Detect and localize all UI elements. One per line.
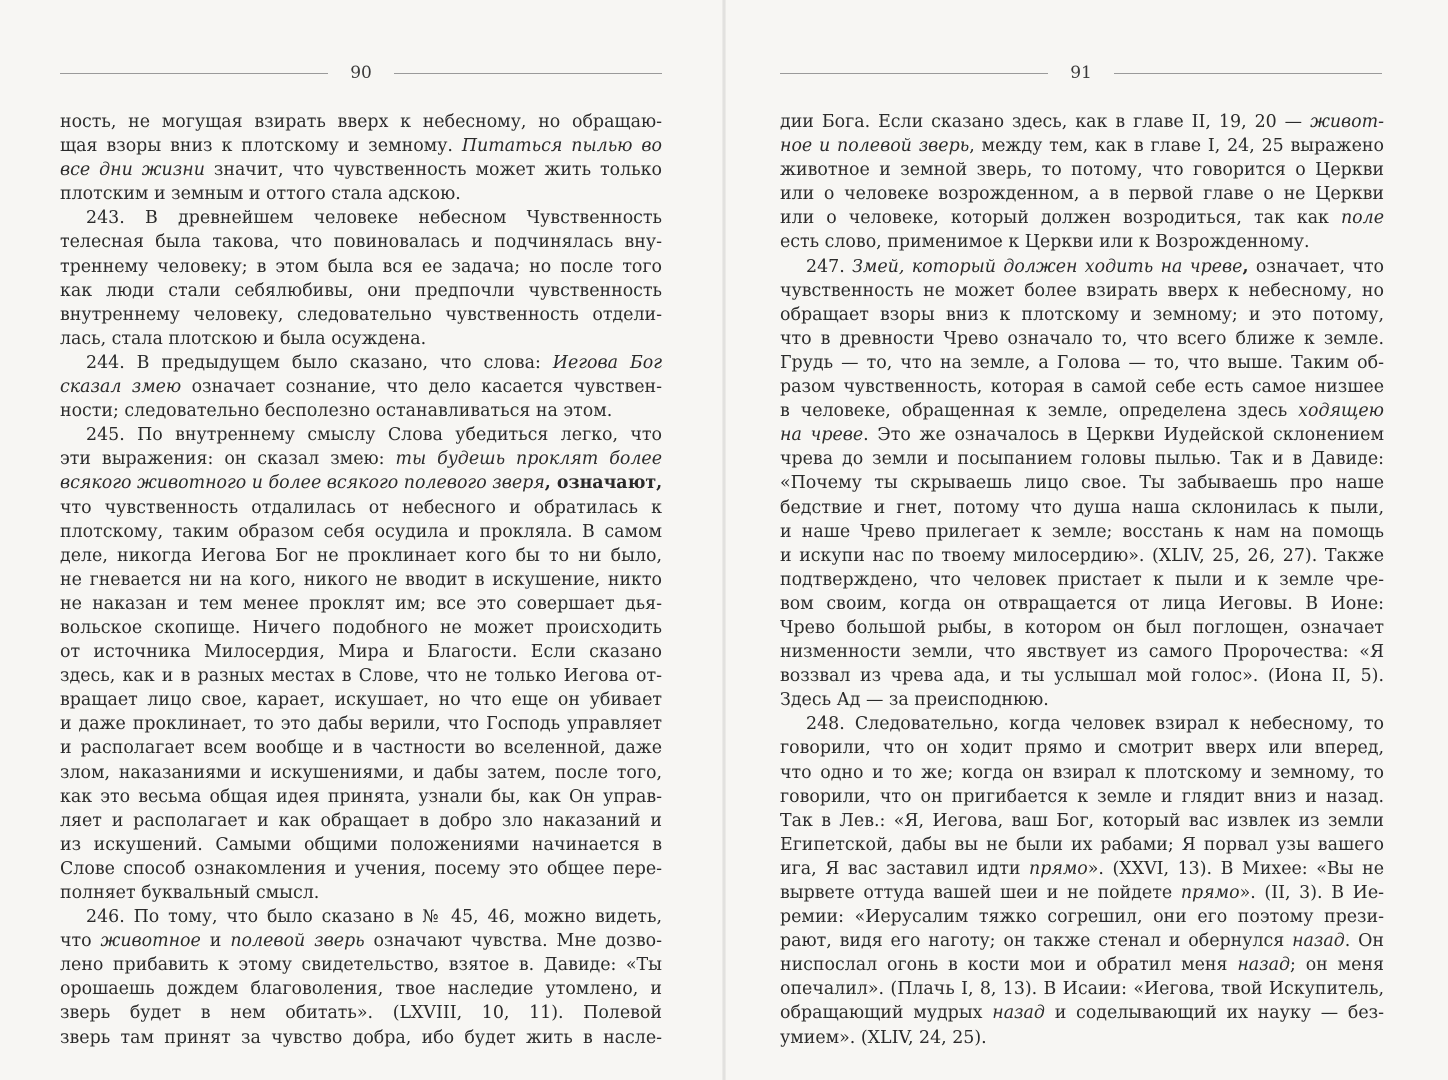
text-run: умием». (XLIV, 24, 25).: [780, 1027, 987, 1048]
text-line: [780, 761, 1384, 785]
text-line: [780, 158, 1384, 182]
text-run: Слове способ ознакомления и учения, посему это общее пере-: [60, 858, 662, 879]
text-line: [780, 568, 1384, 592]
text-line: [60, 375, 662, 399]
text-run: вом своим, когда он отвращается от лица Иеговы. В Ионе:: [780, 593, 1384, 614]
text-run: из искушений. Самыми общими положениями начинается в: [60, 834, 662, 855]
text-line: [60, 929, 662, 953]
text-line: [60, 857, 662, 881]
text-line: [780, 206, 1384, 230]
text-run: и даже проклинает, то это дабы верили, что Господь управляет: [60, 714, 662, 735]
text-line: [780, 447, 1384, 471]
text-run: опечалил». (Плачь I, 8, 13). В Исаии: «Иегова, твой Искупитель,: [780, 979, 1384, 1000]
text-run: обращающий мудрых: [780, 1003, 993, 1024]
header-rule: [1114, 73, 1382, 74]
text-run: Египетской, дабы вы не были их рабами; Я порвал узы вашего: [780, 834, 1384, 855]
text-line: [60, 640, 662, 664]
text-run: 245. По внутреннему смыслу Слова убедиться легко, что: [86, 425, 662, 446]
text-line: [780, 399, 1384, 423]
text-run: назад: [1237, 955, 1291, 976]
text-line: [60, 953, 662, 977]
text-run: ходящею: [1298, 401, 1384, 422]
text-run: орошаешь дождем благоволения, твое наследие утомлено, и: [60, 979, 662, 1000]
text-run: говорили, что он ходит прямо и смотрит вверх или вперед,: [780, 738, 1384, 759]
left-page-text: [60, 110, 662, 1050]
text-run: внутреннему человеку, следовательно чувственность отдели-: [60, 304, 662, 325]
text-line: [60, 544, 662, 568]
text-run: бедствие и гнет, потому что душа наша склонилась к пыли,: [780, 497, 1384, 518]
text-line: [60, 712, 662, 736]
page-number: 90: [350, 62, 372, 83]
text-line: [60, 809, 662, 833]
text-run: ремии: «Иерусалим тяжко согрешил, они его поэтому прези-: [780, 907, 1384, 928]
text-line: [60, 423, 662, 447]
text-run: , означают,: [544, 473, 662, 494]
header-rule: [60, 73, 328, 74]
text-run: «Почему ты скрываешь лицо свое. Ты забываешь про наше: [780, 473, 1384, 494]
text-line: [60, 496, 662, 520]
text-line: [60, 616, 662, 640]
text-run: ниспослал огонь в кости мои и обратил меня: [780, 955, 1238, 976]
text-run: животное: [100, 931, 201, 952]
text-run: ,: [1242, 256, 1249, 277]
text-run: значит, что чувственность может жить только: [204, 160, 662, 181]
right-page-text: [780, 110, 1384, 1050]
text-line: [780, 544, 1384, 568]
text-line: [780, 712, 1384, 736]
text-run: зверь будет в нем обитать». (LXVIII, 10, 11). Полевой: [60, 1003, 662, 1024]
text-line: [780, 688, 1384, 712]
text-line: [780, 1026, 1384, 1050]
text-run: . Он: [1344, 931, 1384, 952]
text-line: [60, 785, 662, 809]
text-run: плотскому, таким образом себя осудила и прокляла. В самом: [60, 521, 662, 542]
text-run: Питаться пылью во: [461, 136, 662, 157]
text-run: что: [60, 931, 101, 952]
text-line: [60, 255, 662, 279]
text-line: [780, 953, 1384, 977]
text-line: [780, 423, 1384, 447]
text-line: [60, 182, 662, 206]
text-run: разом чувственность, которая в самой себе есть самое низшее: [780, 377, 1384, 398]
text-run: животное и земной зверь, то потому, что говорится о Церкви: [780, 160, 1384, 181]
text-line: [780, 255, 1384, 279]
text-line: [780, 471, 1384, 495]
text-run: от источника Милосердия, Мира и Благости. Если сказано: [60, 642, 662, 663]
text-run: ляет и располагает и как обращает в добро зло наказаний и: [60, 810, 662, 831]
text-line: [60, 471, 662, 495]
text-run: 247.: [806, 256, 853, 277]
text-line: [780, 929, 1384, 953]
text-run: Иегова Бог: [552, 352, 662, 373]
text-run: всякого животного и более всякого полевого зверя: [60, 473, 545, 494]
text-line: [780, 592, 1384, 616]
text-line: [60, 206, 662, 230]
text-line: [60, 447, 662, 471]
text-line: [60, 881, 662, 905]
text-run: что чувственность отдалилась от небесного и обратилась к: [60, 497, 662, 518]
text-run: и наше Чрево прилегает к земле; восстань к нам на помощь: [780, 521, 1384, 542]
text-line: [60, 158, 662, 182]
text-line: [780, 279, 1384, 303]
text-run: рают, видя его наготу; он также стенал и обернулся: [780, 931, 1293, 952]
text-line: [780, 230, 1384, 254]
text-run: Змей, который должен ходить на чреве: [852, 256, 1243, 277]
text-run: ; он меня: [1290, 955, 1384, 976]
text-run: чрева до земли и посыпанием головы пылью. Так и в Давиде:: [780, 449, 1384, 470]
text-line: [60, 230, 662, 254]
text-line: [780, 303, 1384, 327]
text-run: прямо: [1180, 883, 1240, 903]
text-run: зверь там принят за чувство добра, ибо будет жить в насле-: [60, 1027, 662, 1048]
text-line: [60, 664, 662, 688]
text-run: ность, не могущая взирать вверх к небесному, но обращаю-: [60, 112, 662, 132]
text-run: подтверждено, что человек пристает к пыли и к земле чре-: [780, 569, 1384, 590]
text-run: лено прибавить к этому свидетельство, взятое в. Давиде: «Ты: [60, 955, 662, 976]
text-run: говорили, что он пригибается к земле и глядит вниз и назад.: [780, 786, 1384, 807]
text-run: Грудь — то, что на земле, а Голова — то, что выше. Таким об-: [780, 352, 1384, 373]
text-run: или о человеке, который должен возродиться, так как: [780, 208, 1341, 229]
right-page-header: [780, 58, 1382, 88]
text-run: сказал змею: [60, 377, 182, 398]
text-run: 248. Следовательно, когда человек взирал к небесному, то: [806, 714, 1384, 735]
text-run: ности; следовательно бесполезно останавливаться на этом.: [60, 401, 613, 422]
text-line: [60, 977, 662, 1001]
text-line: [780, 857, 1384, 881]
text-line: [60, 303, 662, 327]
text-line: [780, 351, 1384, 375]
text-run: означает сознание, что дело касается чувствен-: [181, 377, 662, 398]
text-line: [780, 520, 1384, 544]
text-run: дии Бога. Если сказано здесь, как в главе II, 19, 20 —: [780, 112, 1311, 132]
text-run: полевой зверь: [230, 931, 365, 952]
text-line: [60, 1026, 662, 1050]
text-run: поле: [1340, 208, 1384, 229]
text-run: плотским и земным и оттого стала адскою.: [60, 184, 461, 205]
header-rule: [394, 73, 662, 74]
text-run: или о человеке возрожденном, а в первой главе о не Церкви: [780, 184, 1384, 205]
text-line: [60, 134, 662, 158]
text-line: [780, 905, 1384, 929]
text-line: [780, 616, 1384, 640]
text-run: щая взоры вниз к плотскому и земному.: [60, 136, 462, 157]
text-run: телесная была такова, что повиновалась и подчинялась вну-: [60, 232, 662, 253]
text-run: лась, стала плотскою и была осуждена.: [60, 328, 427, 349]
text-run: деле, никогда Иегова Бог не проклинает кого бы то ни было,: [60, 545, 662, 566]
text-run: низменности земли, что явствует из самого Пророчества: «Я: [780, 642, 1384, 663]
text-line: [780, 496, 1384, 520]
text-line: [60, 327, 662, 351]
text-run: вольское скопище. Ничего подобного не может происходить: [60, 617, 662, 638]
text-run: назад: [1292, 931, 1345, 952]
text-line: [780, 833, 1384, 857]
text-run: эти выражения: он сказал змею:: [60, 449, 396, 470]
text-run: не наказан и тем менее проклят им; все это совершает дья-: [60, 593, 662, 614]
text-run: 246. По тому, что было сказано в № 45, 46, можно видеть,: [86, 907, 662, 928]
text-run: живот-: [1310, 112, 1384, 132]
left-page-header: [60, 58, 662, 88]
text-run: и искупи нас по твоему милосердию». (XLIV, 25, 26, 27). Также: [780, 545, 1384, 566]
text-run: на чреве: [780, 425, 864, 446]
text-run: как люди стали себялюбивы, они предпочли чувственность: [60, 280, 662, 301]
text-run: не гневается ни на кого, никого не вводит в искушение, никто: [60, 569, 662, 590]
right-page: [724, 0, 1448, 1080]
text-line: [60, 761, 662, 785]
text-run: воззвал из чрева ада, и ты услышал мой голос». (Иона II, 5).: [780, 666, 1384, 687]
text-line: [60, 736, 662, 760]
text-line: [780, 881, 1384, 905]
text-run: 243. В древнейшем человеке небесном Чувственность: [86, 208, 662, 229]
text-run: Здесь Ад — за преисподнюю.: [780, 690, 1049, 711]
text-line: [780, 809, 1384, 833]
text-run: Чрево большой рыбы, в котором он был поглощен, означает: [780, 617, 1384, 638]
text-line: [780, 664, 1384, 688]
text-run: ». (XXVI, 13). В Михее: «Вы не: [1087, 858, 1384, 879]
text-line: [60, 520, 662, 544]
text-run: ное и полевой зверь: [780, 136, 970, 157]
text-run: здесь, как и в разных местах в Слове, что не только Иегова от-: [60, 666, 662, 687]
text-line: [60, 568, 662, 592]
text-line: [60, 592, 662, 616]
text-run: , между тем, как в главе I, 24, 25 выражено: [969, 136, 1384, 157]
text-line: [780, 977, 1384, 1001]
text-run: и соделывающий их науку — без-: [1044, 1003, 1384, 1024]
text-line: [60, 905, 662, 929]
text-line: [60, 833, 662, 857]
text-line: [780, 327, 1384, 351]
text-line: [60, 399, 662, 423]
text-run: ты будешь проклят более: [395, 449, 662, 470]
header-rule: [780, 73, 1048, 74]
text-line: [60, 351, 662, 375]
text-line: [60, 1001, 662, 1025]
text-run: . Это же означалось в Церкви Иудейской склонением: [863, 425, 1384, 446]
text-run: что в древности Чрево означало то, что всего ближе к земле.: [780, 328, 1384, 349]
text-run: прямо: [1029, 858, 1088, 879]
text-run: чувственность не может более взирать вверх к небесному, но: [780, 280, 1384, 301]
text-run: ». (II, 3). В Ие-: [1239, 883, 1384, 903]
page-number: 91: [1070, 62, 1092, 83]
text-run: полняет буквальный смысл.: [60, 883, 320, 903]
text-run: обращает взоры вниз к плотскому и земному; и это потому,: [780, 304, 1384, 325]
text-run: злом, наказаниями и искушениями, и дабы затем, после того,: [60, 762, 662, 783]
text-line: [780, 1001, 1384, 1025]
text-run: все дни жизни: [60, 160, 205, 181]
text-line: [780, 182, 1384, 206]
text-run: означает, что: [1248, 256, 1384, 277]
text-line: [780, 736, 1384, 760]
text-run: назад: [992, 1003, 1045, 1024]
text-line: [780, 640, 1384, 664]
text-run: Так в Лев.: «Я, Иегова, ваш Бог, который вас извлек из земли: [780, 810, 1384, 831]
text-line: [780, 785, 1384, 809]
text-line: [780, 375, 1384, 399]
text-run: и: [200, 931, 231, 952]
text-run: вращает лицо свое, карает, искушает, но что еще он убивает: [60, 690, 662, 711]
text-line: [780, 134, 1384, 158]
text-run: в человеке, обращенная к земле, определена здесь: [780, 401, 1299, 422]
text-run: треннему человеку; в этом была вся ее задача; но после того: [60, 256, 662, 277]
text-line: [60, 688, 662, 712]
text-run: есть слово, применимое к Церкви или к Возрожденному.: [780, 232, 1310, 253]
text-run: вырвете оттуда вашей шеи и не пойдете: [780, 883, 1181, 903]
text-run: ига, Я вас заставил идти: [780, 858, 1030, 879]
text-line: [60, 110, 662, 134]
text-line: [60, 279, 662, 303]
text-run: 244. В предыдущем было сказано, что слова:: [86, 352, 553, 373]
text-run: что одно и то же; когда он взирал к плотскому и земному, то: [780, 762, 1384, 783]
text-run: означают чувства. Мне дозво-: [364, 931, 662, 952]
text-run: как это весьма общая идея принята, узнали бы, как Он управ-: [60, 786, 662, 807]
text-line: [780, 110, 1384, 134]
text-run: и располагает всем вообще и в частности во вселенной, даже: [60, 738, 662, 759]
